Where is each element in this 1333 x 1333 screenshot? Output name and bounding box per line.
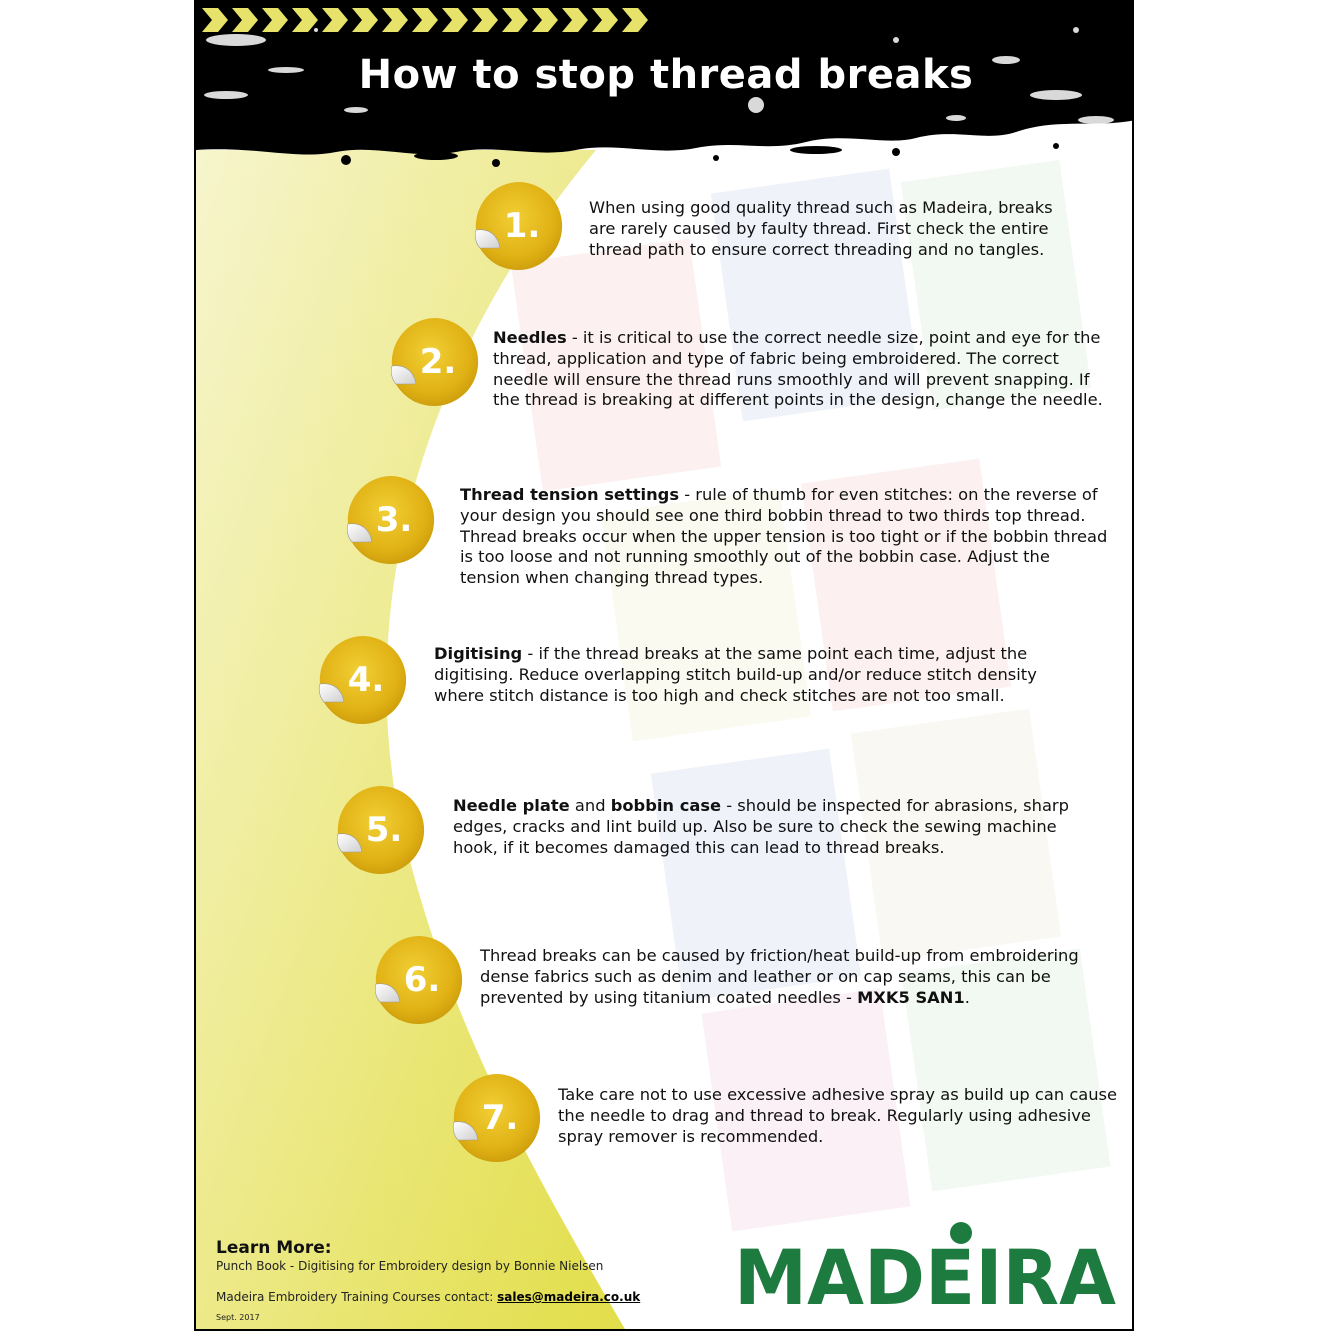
step-heading: Needle plate [453, 796, 570, 815]
step-text [589, 198, 1079, 260]
step-heading-secondary: bobbin case [610, 796, 722, 815]
madeira-logo-graphic [734, 1222, 1116, 1308]
step-medallion [314, 632, 410, 728]
step-text [434, 644, 1074, 706]
step-medallion [370, 932, 466, 1028]
step-number: 2. [419, 342, 457, 382]
email-link[interactable]: sales@madeira.co.uk [497, 1290, 641, 1304]
step-number: 7. [481, 1098, 519, 1138]
step-medallion [332, 782, 428, 878]
step-medallion [470, 178, 566, 274]
date-label: Sept. 2017 [216, 1313, 260, 1322]
step-heading: Digitising [434, 644, 523, 663]
step-medallion [386, 314, 482, 410]
step-body: - should be inspected for abrasions, sharp edges, cracks and lint build up. Also be sure to check the sewing machine hook, if it becomes damaged this can lead to thread breaks. [453, 796, 1069, 857]
step-number: 5. [365, 810, 403, 850]
step-number: 6. [403, 960, 441, 1000]
madeira-logo [734, 1222, 1116, 1308]
step-medallion [448, 1070, 544, 1166]
page-title: How to stop thread breaks [358, 52, 974, 98]
step-text [558, 1085, 1118, 1147]
step-number: 3. [375, 500, 413, 540]
step-heading: Needles [493, 328, 567, 347]
contact-prefix: Madeira Embroidery Training Courses contact: [216, 1290, 498, 1304]
step-body: Take care not to use excessive adhesive spray as build up can cause the needle to drag and thread to break. Regularly using adhesive spray remover is recommended. [558, 1085, 1118, 1146]
step-body-end: . [964, 987, 970, 1007]
step-body: - if the thread breaks at the same point each time, adjust the digitising. Reduce overlapping stitch build-up and/or reduce stitch density where stitch distance is too high and check stitches are not too small. [434, 644, 1037, 705]
step-number: 4. [347, 660, 385, 700]
step-medallion [342, 472, 438, 568]
step-text [493, 328, 1103, 411]
contact-line [216, 1290, 640, 1304]
svg-text:MADEIRA: MADEIRA [734, 1233, 1116, 1308]
book-reference: Punch Book - Digitising for Embroidery design by Bonnie Nielsen [216, 1259, 604, 1273]
step-number: 1. [503, 206, 541, 246]
poster [194, 0, 1134, 1331]
step-text [480, 946, 1120, 1008]
step-text [453, 796, 1073, 858]
step-body: Thread breaks can be caused by friction/heat build-up from embroidering dense fabrics such as denim and leather or on cap seams, this can be prevented by using titanium coated needles - [480, 946, 1079, 1007]
product-code: MXK5 SAN1 [857, 987, 965, 1007]
step-body: - rule of thumb for even stitches: on the reverse of your design you should see one third bobbin thread to two thirds top thread. Thread breaks occur when the upper tension is too tight or if the bobbin thread is too loose and not running smoothly out of the bobbin case. Adjust the tension when changing thread types. [460, 485, 1108, 588]
step-connector: and [569, 796, 611, 815]
step-heading: Thread tension settings [460, 485, 680, 504]
step-text [460, 485, 1110, 589]
learn-more-heading: Learn More: [216, 1238, 332, 1258]
step-body: When using good quality thread such as Madeira, breaks are rarely caused by faulty thread. First check the entire thread path to ensure correct threading and no tangles. [589, 198, 1053, 259]
step-body: - it is critical to use the correct needle size, point and eye for the thread, application and type of fabric being embroidered. The correct needle will ensure the thread runs smoothly and will prevent snapping. If the thread is breaking at different points in the design, change the needle. [493, 328, 1103, 410]
